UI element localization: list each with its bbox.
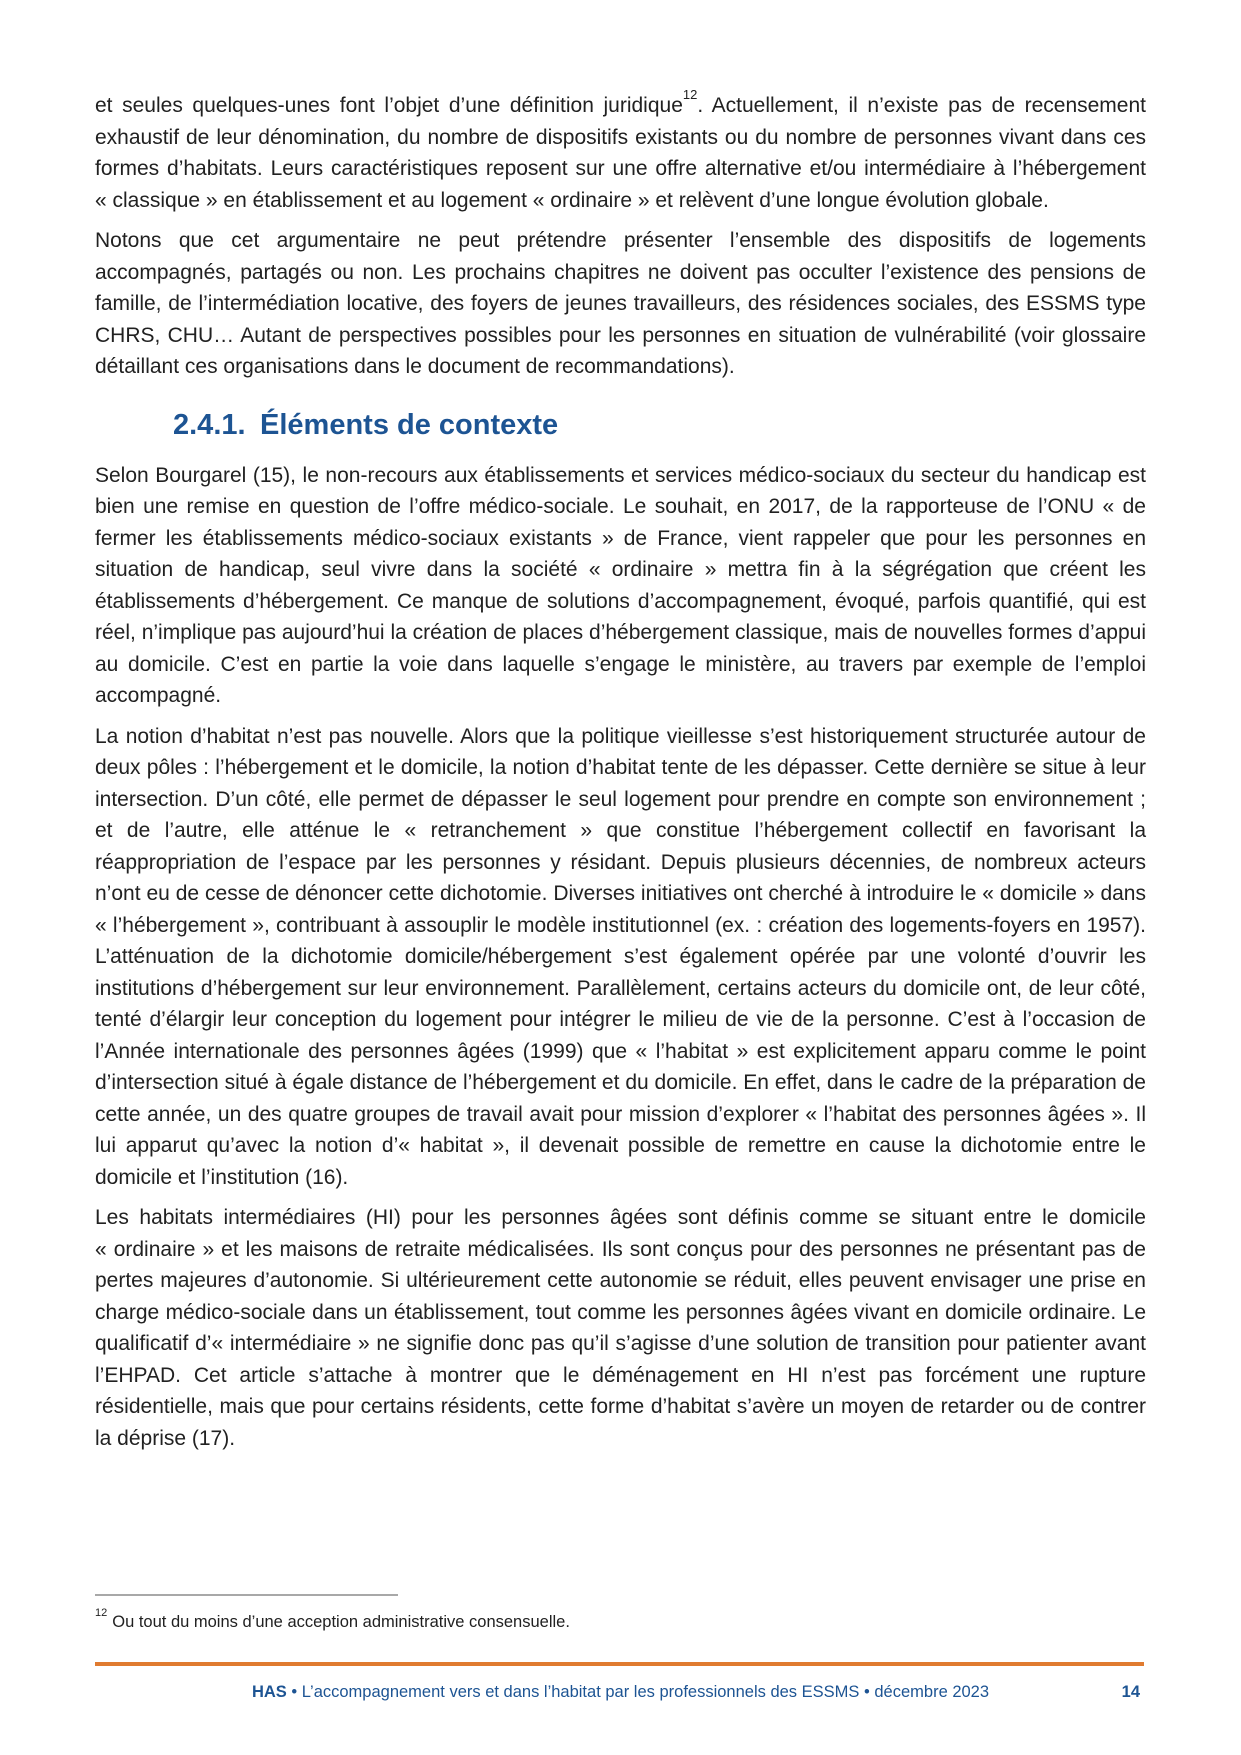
footnote-block (95, 1594, 1146, 1633)
paragraph-text: et seules quelques-unes font l’objet d’une définition juridique (95, 94, 683, 117)
page-footer (95, 1680, 1146, 1704)
page-body (95, 86, 1146, 1463)
page-number: 14 (1121, 1683, 1140, 1701)
section-number: 2.4.1. (173, 408, 246, 441)
footer-bullet: • (291, 1683, 298, 1701)
paragraph-text: . Actuellement, il n’existe pas de recensement exhaustif de leur dénomination, du nombre de dispositifs existants ou du nombre de personnes vivant dans ces formes d’habitats. Leurs caractéristiques reposent sur une offre alternative et/ou intermédiaire à l’hébergement « classique » en établissement et au logement « ordinaire » et relèvent d’une longue évolution globale. (95, 94, 1146, 212)
footer-text (95, 1680, 1146, 1704)
paragraph (95, 86, 1146, 216)
section-title: Éléments de contexte (260, 408, 559, 441)
section-heading (95, 405, 1146, 445)
paragraph: La notion d’habitat n’est pas nouvelle. Alors que la politique vieillesse s’est historiquement structurée autour de deux pôles : l’hébergement et le domicile, la notion d’habitat tente de les dépasser. Cette dernière se situe à leur intersection. D’un côté, elle permet de dépasser le seul logement pour prendre en compte son environnement ; et de l’autre, elle atténue le « retranchement » que constitue l’hébergement collectif en favorisant la réappropriation de l’espace par les personnes y résidant. Depuis plusieurs décennies, de nombreux acteurs n’ont eu de cesse de dénoncer cette dichotomie. Diverses initiatives ont cherché à introduire le « domicile » dans « l’hébergement », contribuant à assouplir le modèle institutionnel (ex. : création des logements-foyers en 1957). L’atténuation de la dichotomie domicile/hébergement s’est également opérée par une volonté d’ouvrir les institutions d’hébergement sur leur environnement. Parallèlement, certains acteurs du domicile ont, de leur côté, tenté d’élargir leur conception du logement pour intégrer le milieu de vie de la personne. C’est à l’occasion de l’Année internationale des personnes âgées (1999) que « l’habitat » est explicitement apparu comme le point d’intersection situé à égale distance de l’hébergement et du domicile. En effet, dans le cadre de la préparation de cette année, un des quatre groupes de travail avait pour mission d’explorer « l’habitat des personnes âgées ». Il lui apparut qu’avec la notion d’« habitat », il devenait possible de remettre en cause la dichotomie entre le domicile et l’institution (16). (95, 724, 1146, 1189)
footer-document-title: L’accompagnement vers et dans l’habitat par les professionnels des ESSMS (301, 1683, 860, 1701)
footnote (95, 1606, 1146, 1633)
footnote-marker: 12 (95, 1606, 108, 1619)
paragraph: Selon Bourgarel (15), le non-recours aux établissements et services médico-sociaux du secteur du handicap est bien une remise en question de l’offre médico-sociale. Le souhait, en 2017, de la rapporteuse de l’ONU « de fermer les établissements médico-sociaux existants » de France, vient rappeler que pour les personnes en situation de handicap, seul vivre dans la société « ordinaire » mettra fin à la ségrégation que créent les établissements d’hébergement. Ce manque de solutions d’accompagnement, évoqué, parfois quantifié, qui est réel, n’implique pas aujourd’hui la création de places d’hébergement classique, mais de nouvelles formes d’appui au domicile. C’est en partie la voie dans laquelle s’engage le ministère, au travers par exemple de l’emploi accompagné. (95, 463, 1146, 707)
paragraph: Les habitats intermédiaires (HI) pour les personnes âgées sont définis comme se situant entre le domicile « ordinaire » et les maisons de retraite médicalisées. Ils sont conçus pour des personnes ne présentant pas de pertes majeures d’autonomie. Si ultérieurement cette autonomie se réduit, elles peuvent envisager une prise en charge médico-sociale dans un établissement, tout comme les personnes âgées vivant en domicile ordinaire. Le qualificatif d’« intermédiaire » ne signifie donc pas qu’il s’agisse d’une solution de transition pour patienter avant l’EHPAD. Cet article s’attache à montrer que le déménagement en HI n’est pas forcément une rupture résidentielle, mais que pour certains résidents, cette forme d’habitat s’avère un moyen de retarder ou de contrer la déprise (17). (95, 1206, 1146, 1450)
footer-bullet: • (864, 1683, 870, 1701)
footer-date: décembre 2023 (874, 1683, 990, 1701)
footer-brand: HAS (251, 1683, 287, 1701)
footnote-text: Ou tout du moins d’une acception administrative consensuelle. (112, 1613, 570, 1631)
footnote-separator-line (95, 1594, 398, 1596)
footer-accent-line (95, 1662, 1144, 1666)
footnote-reference: 12 (682, 86, 698, 102)
paragraph: Notons que cet argumentaire ne peut prétendre présenter l’ensemble des dispositifs de logements accompagnés, partagés ou non. Les prochains chapitres ne doivent pas occulter l’existence des pensions de famille, de l’intermédiation locative, des foyers de jeunes travailleurs, des résidences sociales, des ESSMS type CHRS, CHU… Autant de perspectives possibles pour les personnes en situation de vulnérabilité (voir glossaire détaillant ces organisations dans le document de recommandations). (95, 229, 1146, 378)
